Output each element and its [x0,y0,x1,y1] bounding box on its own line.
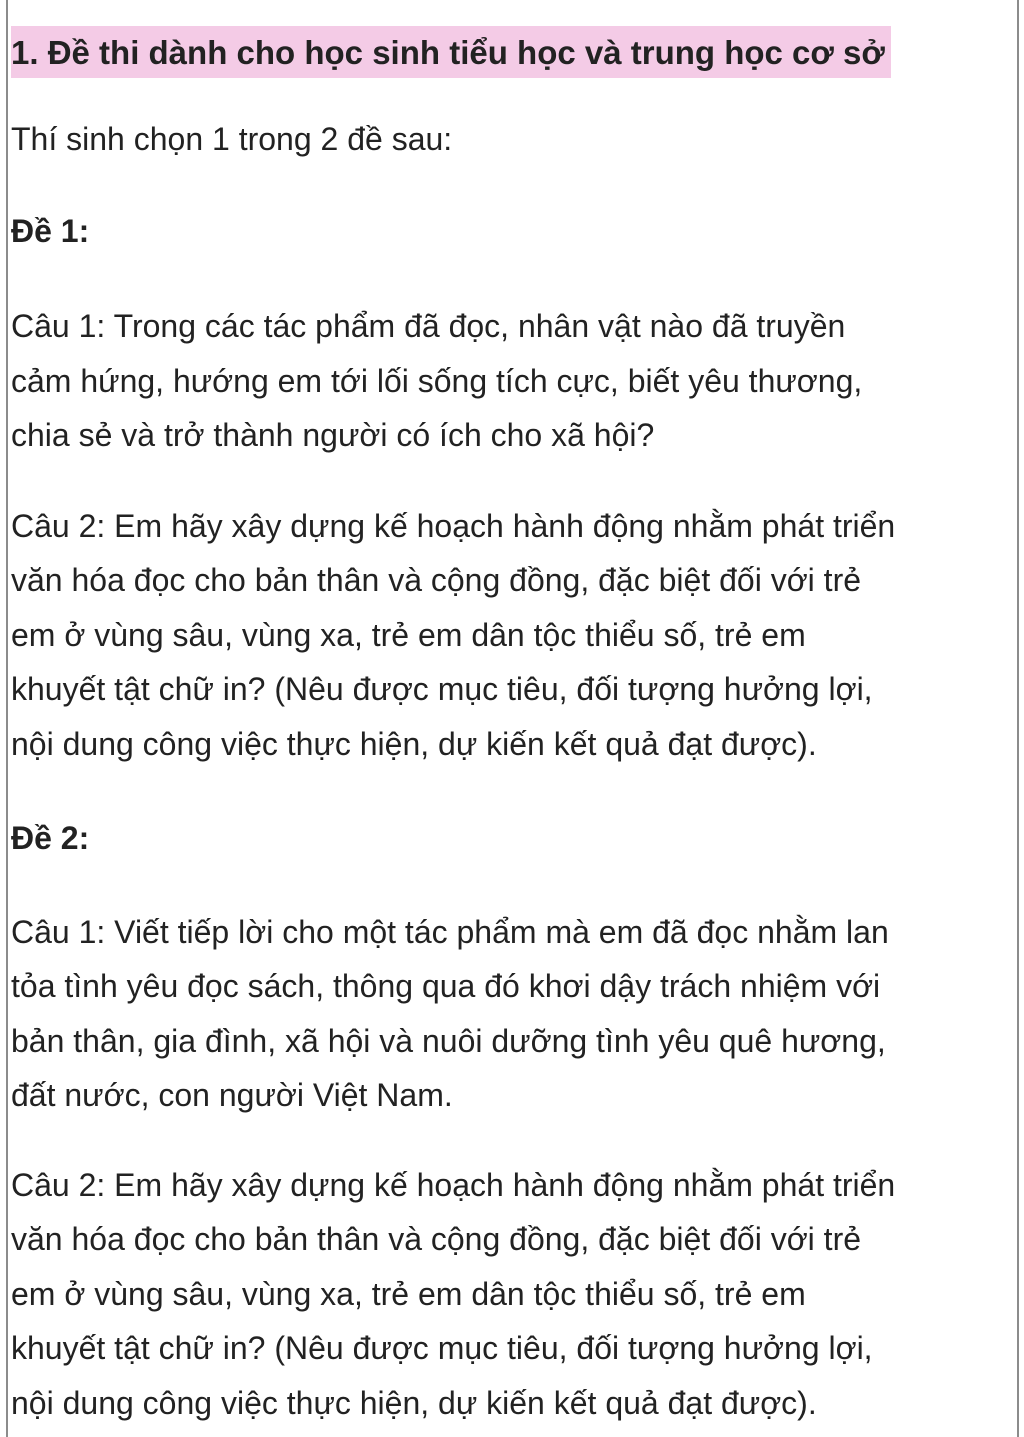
question-line: Câu 2: Em hãy xây dựng kế hoạch hành động nhằm phát triển [11,507,896,544]
question-line: văn hóa đọc cho bản thân và cộng đồng, đặc biệt đối với trẻ [11,562,862,598]
question-line: em ở vùng sâu, vùng xa, trẻ em dân tộc thiểu số, trẻ em [11,1275,806,1312]
question-line: khuyết tật chữ in? (Nêu được mục tiêu, đối tượng hưởng lợi, [11,1330,873,1366]
question-line: em ở vùng sâu, vùng xa, trẻ em dân tộc thiểu số, trẻ em [11,616,806,653]
de1-question-2 [11,499,1015,772]
question-line: nội dung công việc thực hiện, dự kiến kết quả đạt được). [11,725,817,762]
question-line: khuyết tật chữ in? (Nêu được mục tiêu, đối tượng hưởng lợi, [11,671,873,707]
de1-question-1 [11,299,1015,463]
question-line: Câu 2: Em hãy xây dựng kế hoạch hành động nhằm phát triển [11,1166,896,1203]
question-line: Câu 1: Trong các tác phẩm đã đọc, nhân vật nào đã truyền [11,308,846,344]
question-line: tỏa tình yêu đọc sách, thông qua đó khơi dậy trách nhiệm với [11,968,881,1004]
question-line: văn hóa đọc cho bản thân và cộng đồng, đặc biệt đối với trẻ [11,1221,862,1257]
de2-question-1 [11,905,1015,1123]
question-line: cảm hứng, hướng em tới lối sống tích cực, biết yêu thương, [11,362,863,399]
question-line: nội dung công việc thực hiện, dự kiến kết quả đạt được). [11,1384,817,1421]
de2-question-2 [11,1158,1015,1431]
question-line: đất nước, con người Việt Nam. [11,1077,453,1113]
question-line: Câu 1: Viết tiếp lời cho một tác phẩm mà em đã đọc nhằm lan [11,913,889,950]
intro-text: Thí sinh chọn 1 trong 2 đề sau: [11,121,453,157]
question-line: bản thân, gia đình, xã hội và nuôi dưỡng tình yêu quê hương, [11,1022,886,1059]
left-border [6,0,8,1437]
document-content [11,0,1015,1430]
section-heading: 1. Đề thi dành cho học sinh tiểu học và trung học cơ sở [11,26,891,78]
right-border [1017,0,1019,1437]
de2-title: Đề 2: [11,820,90,856]
question-line: chia sẻ và trở thành người có ích cho xã hội? [11,417,655,453]
de1-title: Đề 1: [11,212,90,249]
